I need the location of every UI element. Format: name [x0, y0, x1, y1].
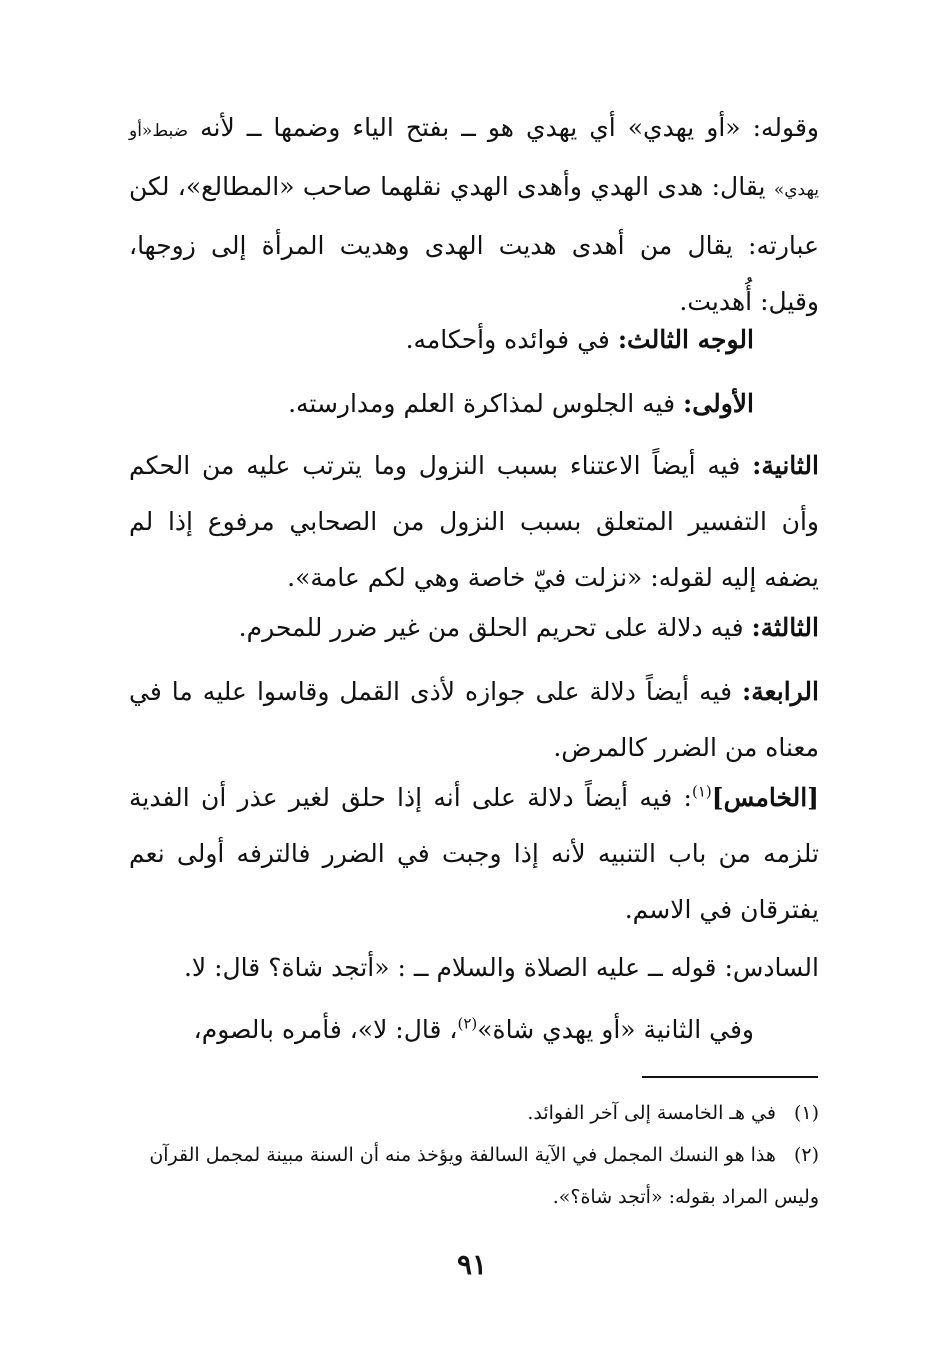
paragraph-text-continued: يقال: هدى الهدي وأهدى الهدي نقلهما صاحب «المطالع»، لكن عبارته: يقال من أهدى هديت الهدى وهديت المرأة إلى زوجها، وقيل: أُهديت. — [129, 172, 819, 316]
paragraph-hady — [129, 100, 819, 330]
footnote-ref: (٢) — [457, 1014, 478, 1033]
paragraph-text: وفي الثانية «أو يهدي شاة» — [477, 1015, 754, 1044]
benefit-second — [129, 438, 819, 606]
benefit-label: الرابعة: — [742, 677, 819, 706]
footnote-number: (٢) — [793, 1144, 819, 1166]
footnote-text: في هـ الخامسة إلى آخر الفوائد. — [527, 1102, 776, 1124]
footnote-text: هذا هو النسك المجمل في الآية السالفة ويؤخذ منه أن السنة مبينة لمجمل القرآن وليس المراد بقوله: «أتجد شاة؟». — [149, 1144, 819, 1208]
benefit-label: الثالثة: — [751, 613, 819, 642]
footnote-divider — [642, 1076, 818, 1078]
benefit-label: [الخامس] — [711, 783, 819, 812]
footnote-number: (١) — [793, 1102, 819, 1124]
benefit-text: فيه دلالة على تحريم الحلق من غير ضرر للمحرم. — [238, 613, 744, 642]
section-text: في فوائده وأحكامه. — [405, 325, 610, 354]
benefit-text: : فيه أيضاً دلالة على أنه إذا حلق لغير عذر أن الفدية تلزمه من باب التنبيه لأنه إذا وجبت في الضرر فالترفه أولى نعم يفترقان في الاسم. — [129, 783, 819, 924]
benefit-third — [129, 600, 819, 656]
benefit-text: السادس: قوله ــ عليه الصلاة والسلام ــ : «أتجد شاة؟ قال: لا. — [183, 953, 819, 982]
benefit-first — [194, 376, 754, 432]
footnote — [129, 1092, 819, 1134]
paragraph-second-narration — [129, 1002, 754, 1058]
benefit-text: فيه أيضاً الاعتناء بسبب النزول وما يترتب عليه من الحكم وأن التفسير المتعلق بسبب النزول من الصحابي مرفوع إذا لم يضفه إليه لقوله: «نزلت فيّ خاصة وهي لكم عامة». — [129, 451, 819, 592]
benefit-label: الثانية: — [752, 451, 819, 480]
benefit-fourth — [129, 664, 819, 776]
page-number: ٩١ — [456, 1248, 488, 1281]
paragraph-text-continued: ، قال: لا»، فأمره بالصوم، — [193, 1015, 458, 1044]
footnote-ref: (١) — [691, 782, 712, 801]
section-heading-third-aspect — [194, 312, 754, 368]
benefit-text: فيه الجلوس لمذاكرة العلم ومدارسته. — [288, 389, 676, 418]
footnote — [129, 1134, 819, 1218]
benefit-sixth — [129, 940, 819, 996]
paragraph-text: وقوله: «أو يهدي» أي يهدي هو ــ بفتح الياء وضمها ــ لأنه — [200, 113, 819, 142]
side-note: ضبط«أو يهدي» — [129, 121, 820, 200]
benefit-text: فيه أيضاً دلالة على جوازه لأذى القمل وقاسوا عليه ما في معناه من الضرر كالمرض. — [129, 677, 819, 762]
benefit-label: الأولى: — [683, 389, 754, 418]
section-label: الوجه الثالث: — [617, 325, 754, 354]
benefit-fifth — [129, 770, 819, 938]
